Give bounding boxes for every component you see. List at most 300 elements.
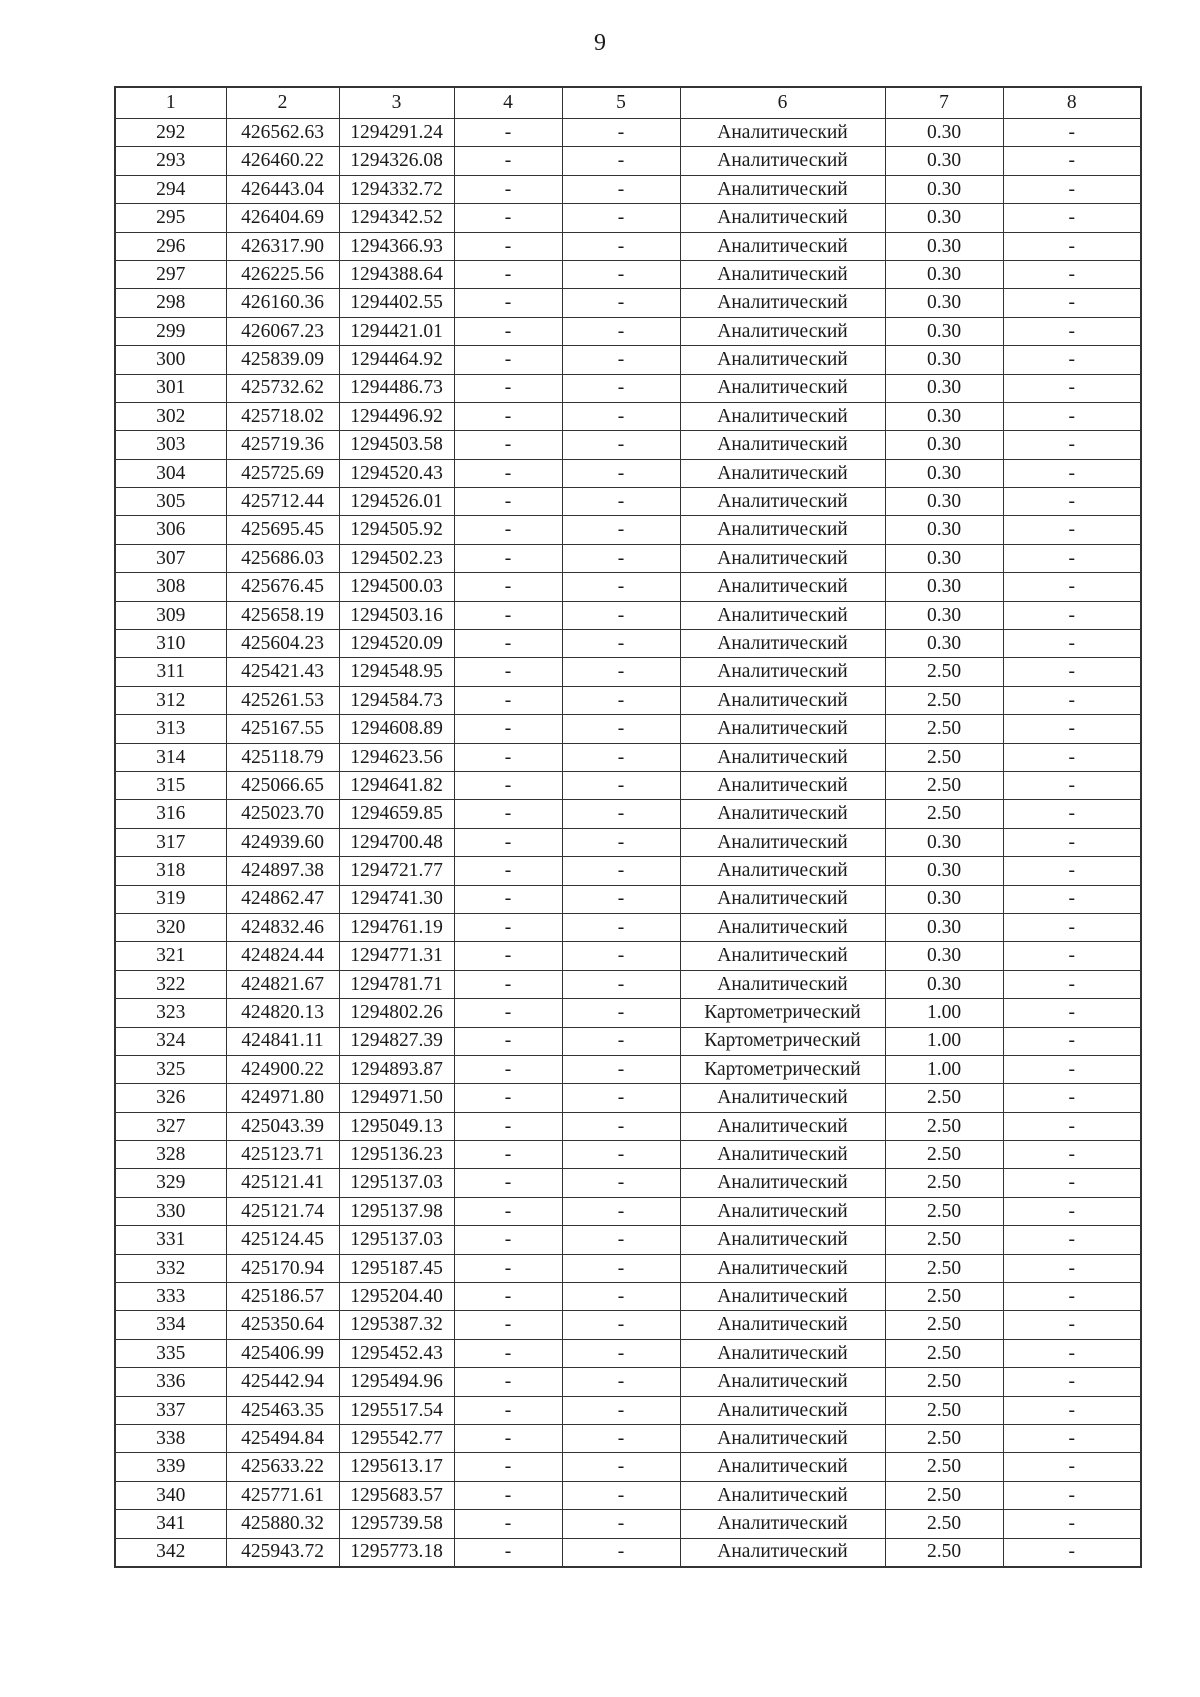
table-row xyxy=(115,828,1141,856)
column-8-cell: - xyxy=(1003,488,1141,516)
column-5-cell: - xyxy=(562,516,680,544)
x-coordinate-cell: 426225.56 xyxy=(226,260,339,288)
point-number-cell: 292 xyxy=(115,119,226,147)
point-number-cell: 340 xyxy=(115,1481,226,1509)
accuracy-cell: 2.50 xyxy=(885,1254,1003,1282)
column-8-cell: - xyxy=(1003,175,1141,203)
method-cell: Аналитический xyxy=(680,232,885,260)
column-8-cell: - xyxy=(1003,232,1141,260)
header-cell: 7 xyxy=(885,87,1003,119)
accuracy-cell: 0.30 xyxy=(885,573,1003,601)
x-coordinate-cell: 425686.03 xyxy=(226,544,339,572)
column-4-cell: - xyxy=(454,1311,562,1339)
point-number-cell: 323 xyxy=(115,999,226,1027)
column-5-cell: - xyxy=(562,1112,680,1140)
point-number-cell: 314 xyxy=(115,743,226,771)
accuracy-cell: 2.50 xyxy=(885,1453,1003,1481)
x-coordinate-cell: 424897.38 xyxy=(226,857,339,885)
column-8-cell: - xyxy=(1003,289,1141,317)
accuracy-cell: 2.50 xyxy=(885,686,1003,714)
column-8-cell: - xyxy=(1003,999,1141,1027)
accuracy-cell: 2.50 xyxy=(885,771,1003,799)
column-8-cell: - xyxy=(1003,573,1141,601)
x-coordinate-cell: 426562.63 xyxy=(226,119,339,147)
table-row xyxy=(115,260,1141,288)
column-8-cell: - xyxy=(1003,204,1141,232)
column-8-cell: - xyxy=(1003,516,1141,544)
column-5-cell: - xyxy=(562,658,680,686)
point-number-cell: 327 xyxy=(115,1112,226,1140)
column-5-cell: - xyxy=(562,289,680,317)
column-4-cell: - xyxy=(454,630,562,658)
column-4-cell: - xyxy=(454,459,562,487)
method-cell: Аналитический xyxy=(680,1169,885,1197)
method-cell: Аналитический xyxy=(680,1197,885,1225)
method-cell: Картометрический xyxy=(680,1055,885,1083)
accuracy-cell: 2.50 xyxy=(885,1311,1003,1339)
column-5-cell: - xyxy=(562,1027,680,1055)
header-cell: 2 xyxy=(226,87,339,119)
table-row xyxy=(115,402,1141,430)
accuracy-cell: 2.50 xyxy=(885,1283,1003,1311)
point-number-cell: 325 xyxy=(115,1055,226,1083)
table-row xyxy=(115,119,1141,147)
method-cell: Аналитический xyxy=(680,1112,885,1140)
column-8-cell: - xyxy=(1003,1311,1141,1339)
table-row xyxy=(115,857,1141,885)
method-cell: Аналитический xyxy=(680,1453,885,1481)
column-4-cell: - xyxy=(454,942,562,970)
point-number-cell: 331 xyxy=(115,1226,226,1254)
table-row xyxy=(115,431,1141,459)
x-coordinate-cell: 424900.22 xyxy=(226,1055,339,1083)
point-number-cell: 332 xyxy=(115,1254,226,1282)
column-4-cell: - xyxy=(454,573,562,601)
method-cell: Аналитический xyxy=(680,573,885,601)
point-number-cell: 318 xyxy=(115,857,226,885)
y-coordinate-cell: 1294971.50 xyxy=(339,1084,454,1112)
column-5-cell: - xyxy=(562,1453,680,1481)
method-cell: Аналитический xyxy=(680,913,885,941)
point-number-cell: 319 xyxy=(115,885,226,913)
y-coordinate-cell: 1294741.30 xyxy=(339,885,454,913)
point-number-cell: 339 xyxy=(115,1453,226,1481)
table-row xyxy=(115,289,1141,317)
column-8-cell: - xyxy=(1003,913,1141,941)
x-coordinate-cell: 425719.36 xyxy=(226,431,339,459)
accuracy-cell: 0.30 xyxy=(885,459,1003,487)
column-5-cell: - xyxy=(562,1283,680,1311)
point-number-cell: 300 xyxy=(115,346,226,374)
x-coordinate-cell: 425658.19 xyxy=(226,601,339,629)
header-cell: 1 xyxy=(115,87,226,119)
accuracy-cell: 0.30 xyxy=(885,630,1003,658)
method-cell: Аналитический xyxy=(680,686,885,714)
method-cell: Аналитический xyxy=(680,1226,885,1254)
method-cell: Аналитический xyxy=(680,828,885,856)
column-5-cell: - xyxy=(562,1311,680,1339)
x-coordinate-cell: 425121.74 xyxy=(226,1197,339,1225)
column-8-cell: - xyxy=(1003,544,1141,572)
point-number-cell: 337 xyxy=(115,1396,226,1424)
x-coordinate-cell: 426443.04 xyxy=(226,175,339,203)
method-cell: Аналитический xyxy=(680,885,885,913)
column-5-cell: - xyxy=(562,1538,680,1567)
method-cell: Аналитический xyxy=(680,1311,885,1339)
column-8-cell: - xyxy=(1003,1027,1141,1055)
column-8-cell: - xyxy=(1003,1169,1141,1197)
column-4-cell: - xyxy=(454,1084,562,1112)
x-coordinate-cell: 425023.70 xyxy=(226,800,339,828)
y-coordinate-cell: 1294332.72 xyxy=(339,175,454,203)
accuracy-cell: 2.50 xyxy=(885,1510,1003,1538)
point-number-cell: 342 xyxy=(115,1538,226,1567)
point-number-cell: 313 xyxy=(115,715,226,743)
y-coordinate-cell: 1294291.24 xyxy=(339,119,454,147)
column-4-cell: - xyxy=(454,1197,562,1225)
column-4-cell: - xyxy=(454,1141,562,1169)
column-4-cell: - xyxy=(454,1254,562,1282)
method-cell: Аналитический xyxy=(680,204,885,232)
y-coordinate-cell: 1294700.48 xyxy=(339,828,454,856)
accuracy-cell: 0.30 xyxy=(885,289,1003,317)
point-number-cell: 302 xyxy=(115,402,226,430)
column-8-cell: - xyxy=(1003,1112,1141,1140)
table-row xyxy=(115,658,1141,686)
column-4-cell: - xyxy=(454,913,562,941)
table-row xyxy=(115,1283,1141,1311)
method-cell: Аналитический xyxy=(680,1084,885,1112)
x-coordinate-cell: 425124.45 xyxy=(226,1226,339,1254)
y-coordinate-cell: 1294342.52 xyxy=(339,204,454,232)
header-cell: 8 xyxy=(1003,87,1141,119)
column-8-cell: - xyxy=(1003,1453,1141,1481)
column-4-cell: - xyxy=(454,1510,562,1538)
column-8-cell: - xyxy=(1003,374,1141,402)
accuracy-cell: 1.00 xyxy=(885,1027,1003,1055)
y-coordinate-cell: 1295049.13 xyxy=(339,1112,454,1140)
method-cell: Аналитический xyxy=(680,1396,885,1424)
accuracy-cell: 0.30 xyxy=(885,204,1003,232)
accuracy-cell: 0.30 xyxy=(885,913,1003,941)
x-coordinate-cell: 425170.94 xyxy=(226,1254,339,1282)
table-row xyxy=(115,1481,1141,1509)
column-4-cell: - xyxy=(454,1283,562,1311)
column-5-cell: - xyxy=(562,1197,680,1225)
method-cell: Аналитический xyxy=(680,459,885,487)
point-number-cell: 307 xyxy=(115,544,226,572)
column-5-cell: - xyxy=(562,175,680,203)
y-coordinate-cell: 1294505.92 xyxy=(339,516,454,544)
column-4-cell: - xyxy=(454,119,562,147)
table-row xyxy=(115,1368,1141,1396)
table-row xyxy=(115,374,1141,402)
column-8-cell: - xyxy=(1003,260,1141,288)
method-cell: Аналитический xyxy=(680,1510,885,1538)
column-8-cell: - xyxy=(1003,1254,1141,1282)
method-cell: Картометрический xyxy=(680,1027,885,1055)
y-coordinate-cell: 1294503.58 xyxy=(339,431,454,459)
point-number-cell: 295 xyxy=(115,204,226,232)
header-cell: 5 xyxy=(562,87,680,119)
accuracy-cell: 2.50 xyxy=(885,1197,1003,1225)
x-coordinate-cell: 425186.57 xyxy=(226,1283,339,1311)
y-coordinate-cell: 1295187.45 xyxy=(339,1254,454,1282)
y-coordinate-cell: 1295542.77 xyxy=(339,1424,454,1452)
column-4-cell: - xyxy=(454,885,562,913)
column-5-cell: - xyxy=(562,346,680,374)
x-coordinate-cell: 424824.44 xyxy=(226,942,339,970)
column-8-cell: - xyxy=(1003,1368,1141,1396)
column-5-cell: - xyxy=(562,885,680,913)
accuracy-cell: 0.30 xyxy=(885,317,1003,345)
accuracy-cell: 0.30 xyxy=(885,119,1003,147)
y-coordinate-cell: 1294326.08 xyxy=(339,147,454,175)
method-cell: Аналитический xyxy=(680,1368,885,1396)
y-coordinate-cell: 1295517.54 xyxy=(339,1396,454,1424)
x-coordinate-cell: 425718.02 xyxy=(226,402,339,430)
column-4-cell: - xyxy=(454,857,562,885)
y-coordinate-cell: 1295137.98 xyxy=(339,1197,454,1225)
column-5-cell: - xyxy=(562,1254,680,1282)
point-number-cell: 336 xyxy=(115,1368,226,1396)
column-8-cell: - xyxy=(1003,1084,1141,1112)
table-row xyxy=(115,1027,1141,1055)
x-coordinate-cell: 424939.60 xyxy=(226,828,339,856)
column-5-cell: - xyxy=(562,260,680,288)
column-5-cell: - xyxy=(562,1424,680,1452)
table-row xyxy=(115,913,1141,941)
header-cell: 4 xyxy=(454,87,562,119)
table-row xyxy=(115,232,1141,260)
y-coordinate-cell: 1294623.56 xyxy=(339,743,454,771)
column-4-cell: - xyxy=(454,544,562,572)
x-coordinate-cell: 425494.84 xyxy=(226,1424,339,1452)
accuracy-cell: 0.30 xyxy=(885,175,1003,203)
point-number-cell: 312 xyxy=(115,686,226,714)
method-cell: Аналитический xyxy=(680,1538,885,1567)
column-8-cell: - xyxy=(1003,1481,1141,1509)
x-coordinate-cell: 425421.43 xyxy=(226,658,339,686)
table-row xyxy=(115,488,1141,516)
column-5-cell: - xyxy=(562,204,680,232)
column-8-cell: - xyxy=(1003,147,1141,175)
accuracy-cell: 2.50 xyxy=(885,1339,1003,1367)
table-row xyxy=(115,1396,1141,1424)
accuracy-cell: 0.30 xyxy=(885,147,1003,175)
column-8-cell: - xyxy=(1003,1055,1141,1083)
column-8-cell: - xyxy=(1003,119,1141,147)
accuracy-cell: 1.00 xyxy=(885,999,1003,1027)
column-4-cell: - xyxy=(454,715,562,743)
column-5-cell: - xyxy=(562,119,680,147)
column-4-cell: - xyxy=(454,204,562,232)
method-cell: Аналитический xyxy=(680,1141,885,1169)
column-5-cell: - xyxy=(562,1339,680,1367)
point-number-cell: 298 xyxy=(115,289,226,317)
y-coordinate-cell: 1295137.03 xyxy=(339,1226,454,1254)
method-cell: Аналитический xyxy=(680,374,885,402)
coordinates-table xyxy=(114,86,1142,1568)
y-coordinate-cell: 1294721.77 xyxy=(339,857,454,885)
accuracy-cell: 0.30 xyxy=(885,402,1003,430)
accuracy-cell: 2.50 xyxy=(885,1112,1003,1140)
accuracy-cell: 0.30 xyxy=(885,857,1003,885)
x-coordinate-cell: 425676.45 xyxy=(226,573,339,601)
accuracy-cell: 2.50 xyxy=(885,743,1003,771)
column-5-cell: - xyxy=(562,857,680,885)
column-5-cell: - xyxy=(562,431,680,459)
point-number-cell: 334 xyxy=(115,1311,226,1339)
x-coordinate-cell: 426460.22 xyxy=(226,147,339,175)
column-5-cell: - xyxy=(562,1368,680,1396)
column-5-cell: - xyxy=(562,1084,680,1112)
x-coordinate-cell: 425732.62 xyxy=(226,374,339,402)
x-coordinate-cell: 424820.13 xyxy=(226,999,339,1027)
column-8-cell: - xyxy=(1003,686,1141,714)
column-8-cell: - xyxy=(1003,1424,1141,1452)
point-number-cell: 301 xyxy=(115,374,226,402)
y-coordinate-cell: 1294608.89 xyxy=(339,715,454,743)
column-5-cell: - xyxy=(562,374,680,402)
column-5-cell: - xyxy=(562,1169,680,1197)
column-5-cell: - xyxy=(562,488,680,516)
accuracy-cell: 0.30 xyxy=(885,885,1003,913)
column-8-cell: - xyxy=(1003,970,1141,998)
y-coordinate-cell: 1294584.73 xyxy=(339,686,454,714)
x-coordinate-cell: 425771.61 xyxy=(226,1481,339,1509)
column-5-cell: - xyxy=(562,942,680,970)
column-4-cell: - xyxy=(454,970,562,998)
x-coordinate-cell: 426160.36 xyxy=(226,289,339,317)
column-5-cell: - xyxy=(562,1226,680,1254)
column-4-cell: - xyxy=(454,1396,562,1424)
column-4-cell: - xyxy=(454,800,562,828)
accuracy-cell: 0.30 xyxy=(885,232,1003,260)
x-coordinate-cell: 426067.23 xyxy=(226,317,339,345)
method-cell: Аналитический xyxy=(680,942,885,970)
x-coordinate-cell: 425463.35 xyxy=(226,1396,339,1424)
y-coordinate-cell: 1294388.64 xyxy=(339,260,454,288)
table-row xyxy=(115,1311,1141,1339)
point-number-cell: 328 xyxy=(115,1141,226,1169)
table-row xyxy=(115,459,1141,487)
column-4-cell: - xyxy=(454,1339,562,1367)
point-number-cell: 338 xyxy=(115,1424,226,1452)
method-cell: Аналитический xyxy=(680,658,885,686)
table-row xyxy=(115,601,1141,629)
x-coordinate-cell: 425123.71 xyxy=(226,1141,339,1169)
table-row xyxy=(115,1424,1141,1452)
column-4-cell: - xyxy=(454,1368,562,1396)
column-8-cell: - xyxy=(1003,1283,1141,1311)
column-4-cell: - xyxy=(454,289,562,317)
point-number-cell: 324 xyxy=(115,1027,226,1055)
method-cell: Аналитический xyxy=(680,1339,885,1367)
column-5-cell: - xyxy=(562,601,680,629)
x-coordinate-cell: 425633.22 xyxy=(226,1453,339,1481)
accuracy-cell: 0.30 xyxy=(885,516,1003,544)
accuracy-cell: 2.50 xyxy=(885,1141,1003,1169)
column-5-cell: - xyxy=(562,771,680,799)
column-5-cell: - xyxy=(562,743,680,771)
column-4-cell: - xyxy=(454,488,562,516)
y-coordinate-cell: 1294827.39 xyxy=(339,1027,454,1055)
column-4-cell: - xyxy=(454,1112,562,1140)
table-row xyxy=(115,686,1141,714)
column-4-cell: - xyxy=(454,828,562,856)
column-5-cell: - xyxy=(562,630,680,658)
x-coordinate-cell: 424971.80 xyxy=(226,1084,339,1112)
x-coordinate-cell: 425121.41 xyxy=(226,1169,339,1197)
column-8-cell: - xyxy=(1003,800,1141,828)
column-5-cell: - xyxy=(562,317,680,345)
table-row xyxy=(115,1510,1141,1538)
column-8-cell: - xyxy=(1003,743,1141,771)
point-number-cell: 316 xyxy=(115,800,226,828)
point-number-cell: 296 xyxy=(115,232,226,260)
table-header-row xyxy=(115,87,1141,119)
x-coordinate-cell: 425943.72 xyxy=(226,1538,339,1567)
y-coordinate-cell: 1294659.85 xyxy=(339,800,454,828)
table-row xyxy=(115,800,1141,828)
table-row xyxy=(115,1084,1141,1112)
accuracy-cell: 0.30 xyxy=(885,260,1003,288)
point-number-cell: 317 xyxy=(115,828,226,856)
column-4-cell: - xyxy=(454,317,562,345)
y-coordinate-cell: 1295136.23 xyxy=(339,1141,454,1169)
x-coordinate-cell: 426317.90 xyxy=(226,232,339,260)
method-cell: Аналитический xyxy=(680,1283,885,1311)
column-5-cell: - xyxy=(562,913,680,941)
table-row xyxy=(115,317,1141,345)
column-8-cell: - xyxy=(1003,715,1141,743)
column-5-cell: - xyxy=(562,402,680,430)
x-coordinate-cell: 424862.47 xyxy=(226,885,339,913)
y-coordinate-cell: 1294802.26 xyxy=(339,999,454,1027)
column-4-cell: - xyxy=(454,402,562,430)
y-coordinate-cell: 1295137.03 xyxy=(339,1169,454,1197)
y-coordinate-cell: 1294520.43 xyxy=(339,459,454,487)
table-row xyxy=(115,1197,1141,1225)
table-row xyxy=(115,1254,1141,1282)
column-8-cell: - xyxy=(1003,402,1141,430)
accuracy-cell: 2.50 xyxy=(885,1538,1003,1567)
column-5-cell: - xyxy=(562,828,680,856)
x-coordinate-cell: 426404.69 xyxy=(226,204,339,232)
column-8-cell: - xyxy=(1003,317,1141,345)
accuracy-cell: 2.50 xyxy=(885,1424,1003,1452)
method-cell: Аналитический xyxy=(680,431,885,459)
accuracy-cell: 2.50 xyxy=(885,1169,1003,1197)
table-row xyxy=(115,544,1141,572)
table-row xyxy=(115,1453,1141,1481)
x-coordinate-cell: 425261.53 xyxy=(226,686,339,714)
x-coordinate-cell: 424832.46 xyxy=(226,913,339,941)
column-8-cell: - xyxy=(1003,1538,1141,1567)
accuracy-cell: 2.50 xyxy=(885,1084,1003,1112)
point-number-cell: 297 xyxy=(115,260,226,288)
column-5-cell: - xyxy=(562,686,680,714)
y-coordinate-cell: 1294500.03 xyxy=(339,573,454,601)
column-8-cell: - xyxy=(1003,601,1141,629)
point-number-cell: 321 xyxy=(115,942,226,970)
column-4-cell: - xyxy=(454,1169,562,1197)
method-cell: Аналитический xyxy=(680,800,885,828)
method-cell: Аналитический xyxy=(680,260,885,288)
column-4-cell: - xyxy=(454,743,562,771)
y-coordinate-cell: 1295739.58 xyxy=(339,1510,454,1538)
